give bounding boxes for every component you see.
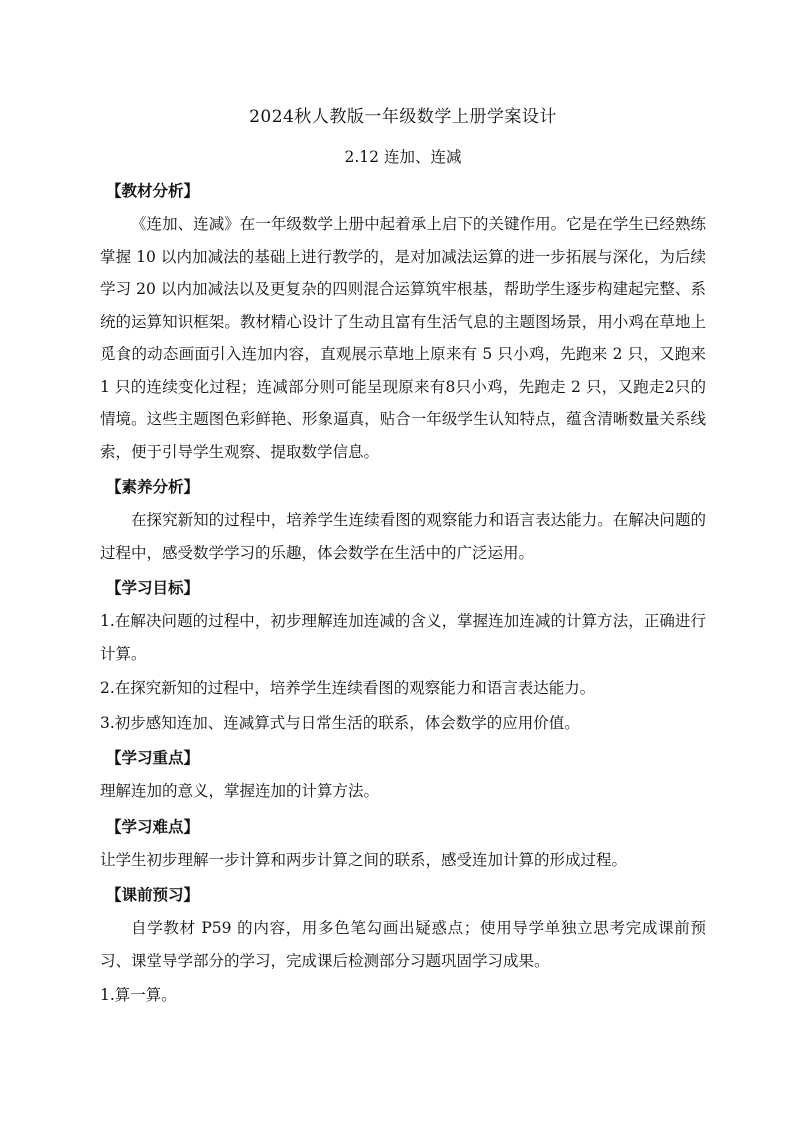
section-heading-difficulties: 【学习难点】 — [106, 817, 200, 836]
difficulties-paragraph: 让学生初步理解一步计算和两步计算之间的联系，感受连加计算的形成过程。 — [100, 850, 628, 869]
preview-item-1: 1.算一算。 — [100, 986, 177, 1004]
learning-goal-item-1: 1.在解决问题的过程中，初步理解连加连减的含义，掌握连加连减的计算方法，正确进行计算。 — [100, 612, 706, 663]
section-heading-preview: 【课前预习】 — [106, 886, 200, 904]
literacy-analysis-paragraph: 在探究新知的过程中，培养学生连续看图的观察能力和语言表达能力。在解决问题的过程中，感受数学学习的乐趣，体会数学在生活中的广泛运用。 — [100, 511, 706, 562]
learning-goal-item-2: 2.在探究新知的过程中，培养学生连续看图的观察能力和语言表达能力。 — [100, 679, 596, 697]
key-points-paragraph: 理解连加的意义，掌握连加的计算方法。 — [100, 782, 380, 800]
section-heading-learning-goals: 【学习目标】 — [106, 579, 200, 597]
learning-goal-item-3: 3.初步感知连加、连减算式与日常生活的联系，体会数学的应用价值。 — [100, 713, 580, 732]
section-heading-key-points: 【学习重点】 — [106, 749, 200, 767]
section-heading-material-analysis: 【教材分析】 — [106, 182, 200, 200]
document-title: 2024秋人教版一年级数学上册学案设计 — [249, 107, 557, 127]
material-analysis-paragraph: 《连加、连减》在一年级数学上册中起着承上启下的关键作用。它是在学生已经熟练掌握 10 以内加减法的基础上进行教学的，是对加减法运算的进一步拓展与深化，为后续学习 20 以内加减法以及更复杂的四则混合运算筑牢根基，帮助学生逐步构建起完整、系统的运算知识框架。教材精心设计了生动且富有生活气息的主题图场景，用小鸡在草地上觅食的动态画面引入连加内容，直观展示草地上原来有 5 只小鸡，先跑来 2 只，又跑来 1 只的连续变化过程；连减部分则可能呈现原来有8只小鸡，先跑走 2 只，又跑走2只的情境。这些主题图色彩鲜艳、形象逼真，贴合一年级学生认知特点，蕴含清晰数量关系线索，便于引导学生观察、提取数学信息。 — [100, 215, 706, 461]
section-heading-literacy-analysis: 【素养分析】 — [106, 478, 200, 496]
document-subtitle: 2.12 连加、连减 — [344, 148, 462, 166]
preview-paragraph: 自学教材 P59 的内容，用多色笔勾画出疑惑点；使用导学单独立思考完成课前预习、课堂导学部分的学习，完成课后检测部分习题巩固学习成果。 — [100, 919, 706, 970]
document-body — [100, 102, 706, 1012]
